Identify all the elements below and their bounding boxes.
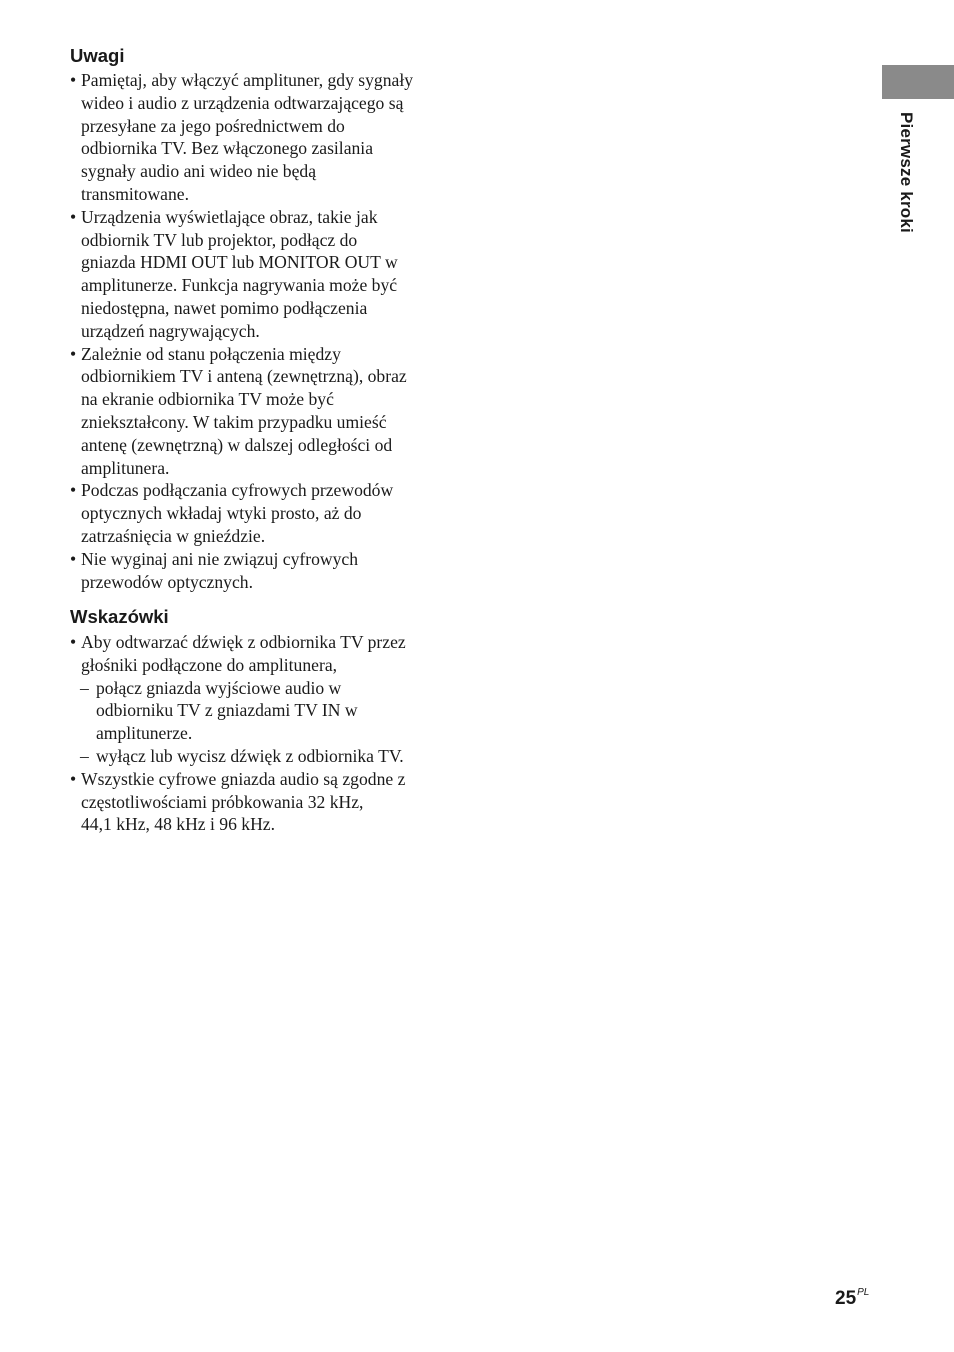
- list-item-line: przesyłane za jego pośrednictwem do: [81, 115, 345, 136]
- bullet-marker: •: [70, 480, 77, 501]
- bullet-marker: •: [70, 206, 77, 227]
- list-item-line: przewodów optycznych.: [81, 571, 253, 592]
- dash-marker: –: [80, 745, 89, 766]
- notes-list: [70, 69, 460, 593]
- list-item-line: Urządzenia wyświetlające obraz, takie jak: [81, 206, 378, 227]
- list-item-line: gniazda HDMI OUT lub MONITOR OUT w: [81, 252, 398, 273]
- list-item-line: częstotliwościami próbkowania 32 kHz,: [81, 791, 364, 812]
- sub-list-item: [70, 677, 460, 745]
- list-item-line: sygnały audio ani wideo nie będą: [81, 161, 317, 182]
- list-item-line: wideo i audio z urządzenia odtwarzającego są: [81, 92, 404, 113]
- list-item-line: Podczas podłączania cyfrowych przewodów: [81, 480, 394, 501]
- list-item: [70, 548, 460, 594]
- list-item-line: odbiorniku TV z gniazdami TV IN w: [96, 700, 358, 721]
- list-item-line: Pamiętaj, aby włączyć amplituner, gdy sygnały: [81, 70, 414, 90]
- list-item-line: optycznych wkładaj wtyki prosto, aż do: [81, 503, 362, 524]
- list-item-line: Nie wyginaj ani nie związuj cyfrowych: [81, 548, 358, 569]
- list-item-line: urządzeń nagrywających.: [81, 320, 260, 341]
- bullet-marker: •: [70, 548, 77, 569]
- list-item-line: zniekształcony. W takim przypadku umieść: [81, 411, 387, 432]
- page-number-suffix: PL: [857, 1287, 870, 1298]
- list-item-line: zatrzaśnięcia w gnieździe.: [81, 525, 266, 546]
- section-label: Pierwsze kroki: [897, 112, 916, 233]
- list-item-line: Wszystkie cyfrowe gniazda audio są zgodne z: [81, 768, 406, 789]
- list-item: [70, 479, 460, 547]
- list-item-line: amplitunera.: [81, 457, 170, 478]
- page-number: [835, 1281, 869, 1311]
- list-item-line: niedostępna, nawet pomimo podłączenia: [81, 297, 368, 318]
- tips-heading: Wskazówki: [70, 606, 169, 627]
- list-item: [70, 768, 460, 836]
- notes-heading: Uwagi: [70, 45, 125, 66]
- bullet-marker: •: [70, 70, 77, 90]
- list-item-line: Aby odtwarzać dźwięk z odbiornika TV przez: [81, 632, 406, 652]
- sub-list-item: [70, 745, 460, 768]
- list-item-line: amplitunerze.: [96, 723, 193, 744]
- list-item: [70, 343, 460, 480]
- list-item-line: połącz gniazda wyjściowe audio w: [96, 677, 342, 698]
- bullet-marker: •: [70, 343, 77, 364]
- list-item-line: amplitunerze. Funkcja nagrywania może być: [81, 275, 398, 296]
- list-item-line: na ekranie odbiornika TV może być: [81, 389, 334, 410]
- list-item-line: odbiornikiem TV i anteną (zewnętrzną), obraz: [81, 366, 407, 387]
- list-item: [70, 631, 460, 677]
- section-tab-marker: [882, 65, 954, 99]
- list-item-line: odbiornik TV lub projektor, podłącz do: [81, 229, 358, 250]
- list-item-line: wyłącz lub wycisz dźwięk z odbiornika TV.: [96, 745, 404, 766]
- list-item-line: 44,1 kHz, 48 kHz i 96 kHz.: [81, 814, 275, 835]
- list-item: [70, 69, 460, 206]
- tips-list: [70, 631, 460, 836]
- page-number-value: 25: [835, 1288, 857, 1309]
- list-item: [70, 206, 460, 343]
- list-item-line: Zależnie od stanu połączenia między: [81, 343, 341, 364]
- bullet-marker: •: [70, 768, 77, 789]
- list-item-line: głośniki podłączone do amplitunera,: [81, 654, 338, 675]
- list-item-line: transmitowane.: [81, 183, 189, 204]
- list-item-line: antenę (zewnętrzną) w dalszej odległości od: [81, 434, 393, 455]
- bullet-marker: •: [70, 632, 77, 652]
- list-item-line: odbiornika TV. Bez włączonego zasilania: [81, 138, 373, 159]
- dash-marker: –: [80, 677, 89, 698]
